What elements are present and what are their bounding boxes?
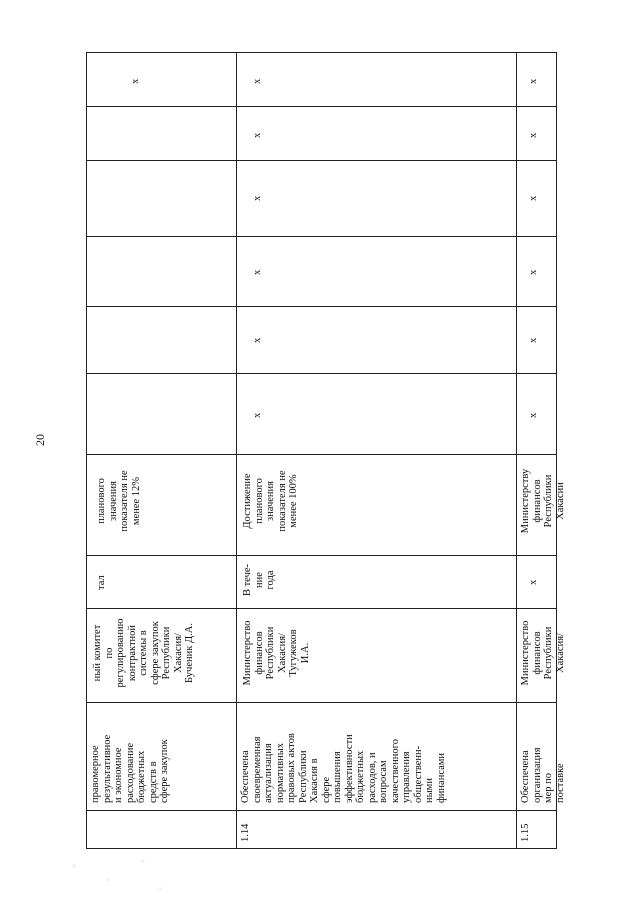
row-2-col-6: х (528, 78, 539, 84)
col-sep-6 (86, 454, 556, 455)
table-border-left (86, 52, 87, 849)
col-sep-10 (86, 810, 556, 811)
row-1-col-5: х (252, 132, 263, 138)
row-1-executor: Министерство финансов Республики Хакасия/ Тугужеков И.А. (242, 620, 311, 686)
row-1-id: 1.14 (240, 823, 251, 842)
table-border-top (86, 52, 556, 53)
col-sep-5 (86, 373, 556, 374)
row-0-period: тал (96, 575, 107, 590)
row-2-col-2: х (528, 337, 539, 343)
row-2-col-3: х (528, 269, 539, 275)
row-0-result: планового значения показателя не менее 12% (96, 470, 142, 532)
row-1-result: Достижение планового значения показателя не менее 100% (242, 470, 299, 532)
col-sep-3 (86, 236, 556, 237)
row-2-period: х (528, 579, 539, 585)
row-1-col-1: х (252, 412, 263, 418)
row-2-col-4: х (528, 195, 539, 201)
page-number: 20 (33, 434, 47, 446)
row-1-measure: Обеспечена своевременная актуализация нормативных правовых актов Республики Хакасия в сфере повышения эффективности бюджетных расходов, и вопросам качественного управления общественн- ными финансами (240, 733, 447, 803)
row-2-id: 1.15 (520, 823, 531, 842)
row-0-col-6: х (130, 78, 141, 84)
row-divider-1 (236, 52, 237, 849)
row-2-measure: Обеспечена организация мер по поставке (520, 747, 566, 803)
table-border-right (556, 52, 557, 849)
row-2-col-1: х (528, 412, 539, 418)
col-sep-4 (86, 306, 556, 307)
row-1-col-3: х (252, 269, 263, 275)
col-sep-9 (86, 702, 556, 703)
table-border-bottom (86, 848, 556, 849)
row-2-executor: Министерство финансов Республики Хакасия/ (520, 620, 566, 686)
row-1-col-2: х (252, 337, 263, 343)
row-2-result: Министерству финансов Республики Хакасии (520, 468, 566, 534)
col-sep-1 (86, 106, 556, 107)
row-1-col-4: х (252, 195, 263, 201)
scan-noise (62, 852, 178, 898)
row-1-period: В тече- ние года (242, 563, 276, 597)
row-1-col-6: х (252, 78, 263, 84)
col-sep-7 (86, 555, 556, 556)
col-sep-2 (86, 160, 556, 161)
row-0-executor: ный комитет по регулированию контрактной системы в сфере закупок Республики Хакасия/ Бученик Д.А. (92, 618, 195, 688)
row-divider-2 (516, 52, 517, 849)
row-0-measure: правомерное результативное и экономное расходование бюджетных средств в сфере закупок (90, 734, 170, 803)
row-2-col-5: х (528, 132, 539, 138)
